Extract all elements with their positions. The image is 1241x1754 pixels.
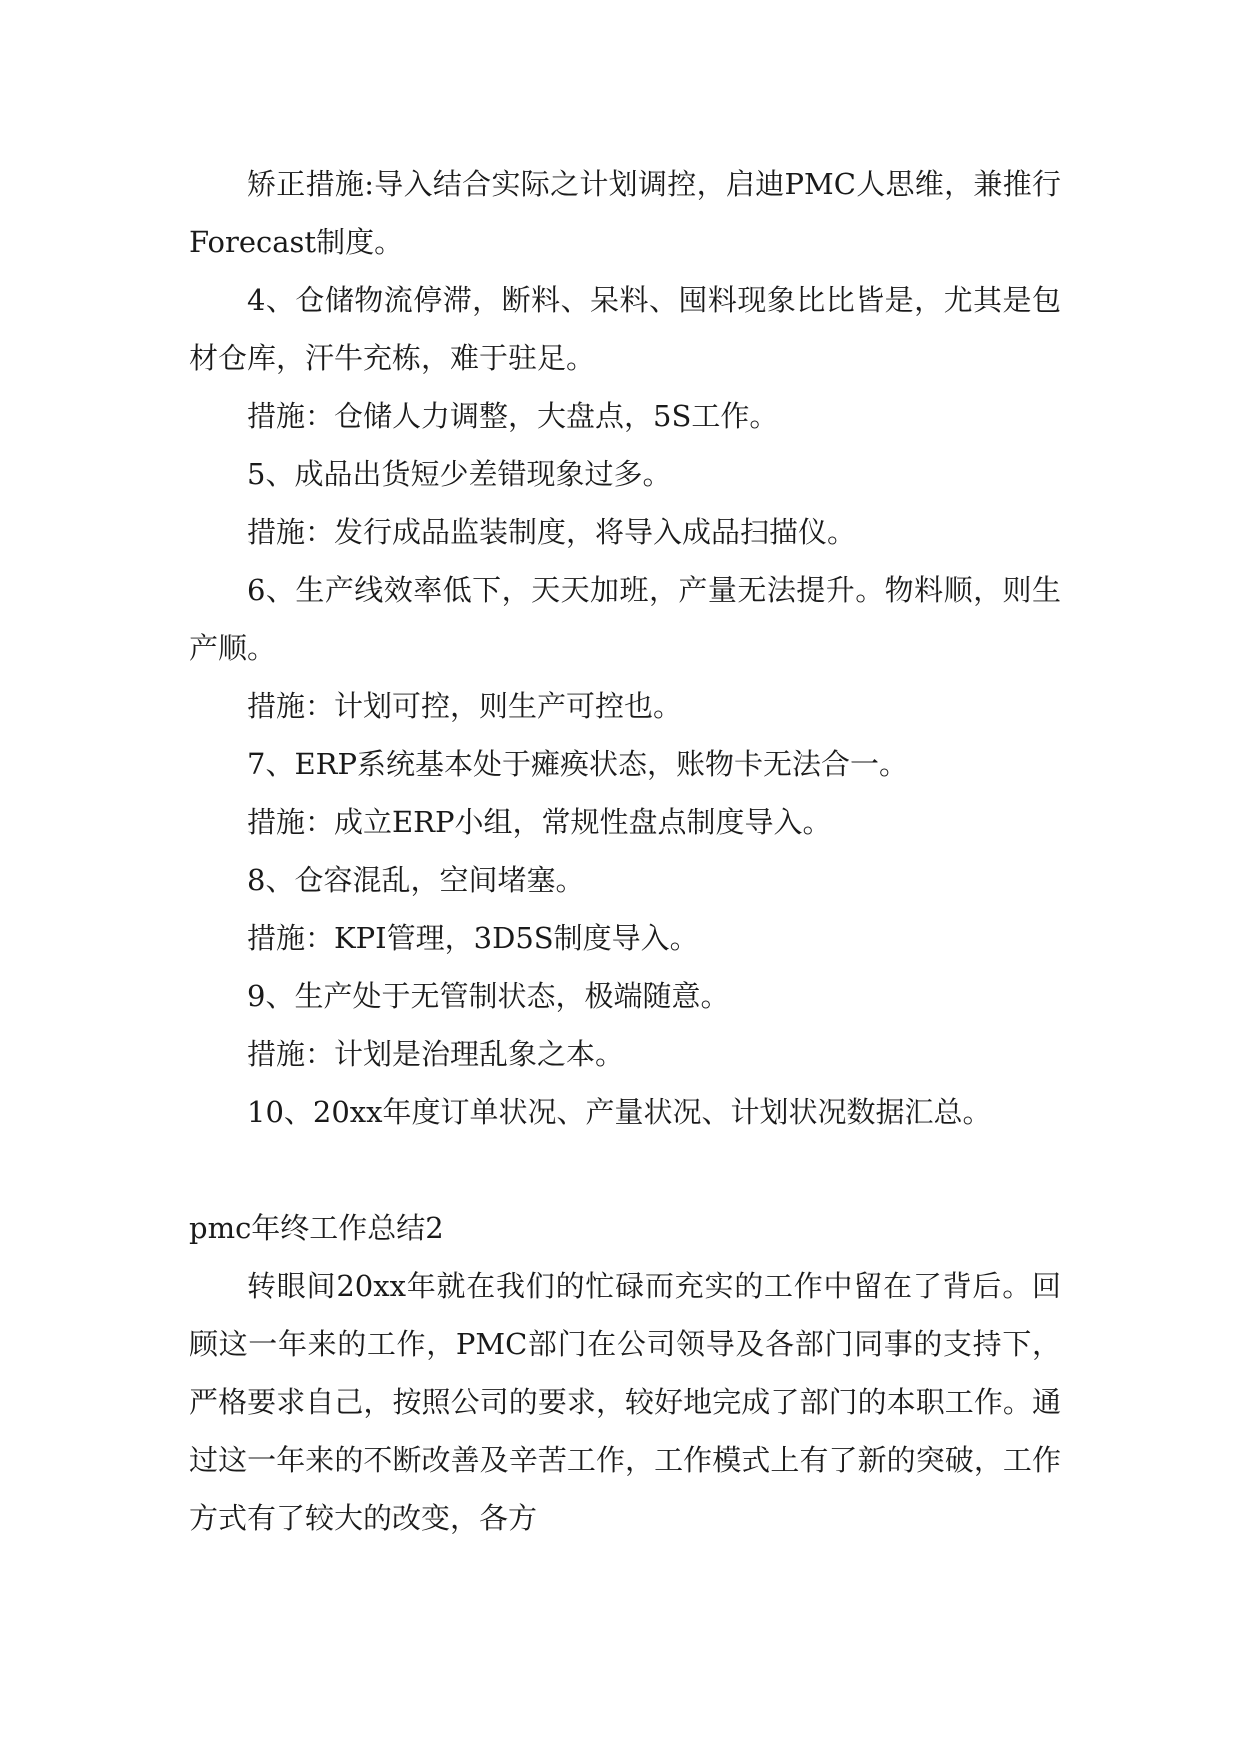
paragraph-summary-intro: 转眼间20xx年就在我们的忙碌而充实的工作中留在了背后。回顾这一年来的工作，PMC部门在公司领导及各部门同事的支持下，严格要求自己，按照公司的要求，较好地完成了部门的本职工作。通过这一年来的不断改善及辛苦工作，工作模式上有了新的突破，工作方式有了较大的改变，各方 <box>189 1269 1061 1535</box>
paragraph-item-6: 6、生产线效率低下，天天加班，产量无法提升。物料顺，则生产顺。 <box>189 573 1061 665</box>
paragraph-item-7: 7、ERP系统基本处于瘫痪状态，账物卡无法合一。 <box>247 747 908 781</box>
document-body <box>189 155 1061 1547</box>
section-heading: pmc年终工作总结2 <box>189 1211 444 1245</box>
paragraph-measure-7: 措施：成立ERP小组，常规性盘点制度导入。 <box>247 805 832 839</box>
paragraph-measure-5: 措施：发行成品监装制度，将导入成品扫描仪。 <box>247 515 857 549</box>
paragraph-item-5: 5、成品出货短少差错现象过多。 <box>247 457 672 491</box>
paragraph-item-4: 4、仓储物流停滞，断料、呆料、囤料现象比比皆是，尤其是包材仓库，汗牛充栋，难于驻足。 <box>189 283 1061 375</box>
paragraph-item-9: 9、生产处于无管制状态，极端随意。 <box>247 979 730 1013</box>
paragraph-measure-4: 措施：仓储人力调整，大盘点，5S工作。 <box>247 399 779 433</box>
paragraph-corrective-measures: 矫正措施:导入结合实际之计划调控，启迪PMC人思维，兼推行Forecast制度。 <box>189 167 1061 259</box>
paragraph-measure-6: 措施：计划可控，则生产可控也。 <box>247 689 683 723</box>
paragraph-item-8: 8、仓容混乱，空间堵塞。 <box>247 863 585 897</box>
paragraph-item-10: 10、20xx年度订单状况、产量状况、计划状况数据汇总。 <box>247 1095 992 1129</box>
paragraph-measure-8: 措施：KPI管理，3D5S制度导入。 <box>247 921 699 955</box>
paragraph-measure-9: 措施：计划是治理乱象之本。 <box>247 1037 625 1071</box>
